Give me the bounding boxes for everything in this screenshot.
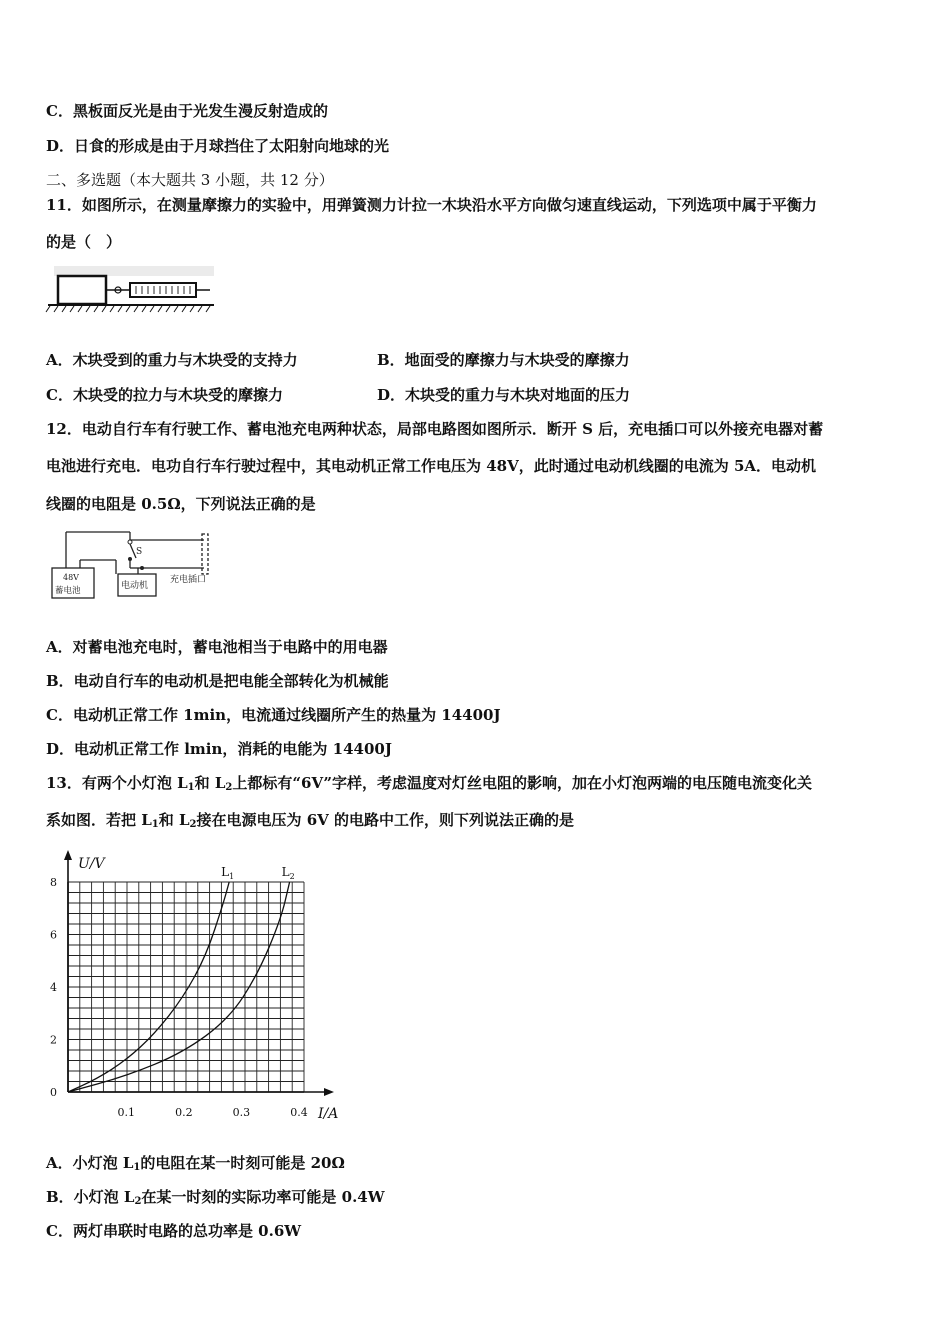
x-axis-arrow [324,1088,334,1096]
chart-xlabel: I/A [318,1106,339,1122]
q11-stem-line2: 的是（ ） [46,233,122,251]
curve-label-l1: $L_1$ [221,865,235,881]
q13-stem-line1: 13．有两个小灯泡 $L_1$和 $L_2$上都标有“6V”字样，考虑温度对灯丝电阻的影响，加在小灯泡两端的电压随电流变化关 [46,774,812,793]
x-tick-label: 0.4 [290,1106,308,1119]
q12-stem-line3: 线圈的电阻是 0.5Ω，下列说法正确的是 [46,495,316,513]
option-c-previous: C．黑板面反光是由于光发生漫反射造成的 [46,102,328,120]
y-tick-label: 8 [50,876,57,889]
q12-option-d[interactable]: D．电动机正常工作 lmin，消耗的电能为 14400J [46,740,392,758]
q12-port-label: 充电插口 [170,575,207,585]
q12-motor-label: 电动机 [121,581,149,591]
q11-option-c[interactable]: C．木块受的拉力与木块受的摩擦力 [46,386,283,404]
x-tick-label: 0.3 [232,1106,251,1119]
q12-option-a[interactable]: A．对蓄电池充电时，蓄电池相当于电路中的用电器 [46,638,388,656]
q13-option-c[interactable]: C．两灯串联时电路的总功率是 0.6W [46,1222,302,1240]
y-tick-label: 4 [50,981,57,994]
q11-option-a[interactable]: A．木块受到的重力与木块受的支持力 [46,351,298,369]
x-tick-label: 0.2 [175,1106,193,1119]
q12-battery-label: 蓄电池 [55,586,81,596]
chart-ylabel: U/V [78,856,105,872]
section-heading-multiple-choice: 二、多选题（本大题共 3 小题，共 12 分） [46,171,334,189]
y-tick-label: 6 [50,928,57,942]
q13-option-a[interactable]: A．小灯泡 $L_1$的电阻在某一时刻可能是 20Ω [46,1154,345,1173]
y-tick-label: 2 [50,1033,57,1047]
q12-option-b[interactable]: B．电动自行车的电动机是把电能全部转化为机械能 [46,672,389,690]
y-axis-arrow [64,850,72,860]
q12-switch-label: S [136,547,143,557]
chart-curves [68,865,295,1092]
q12-figure-circuit [46,524,226,606]
q13-ui-graph [40,848,350,1128]
y-tick-label: 0 [50,1086,57,1099]
q11-option-b[interactable]: B．地面受的摩擦力与木块受的摩擦力 [377,351,630,369]
chart-axes [64,850,334,1096]
q11-figure-spring-scale [44,262,216,316]
q13-option-b[interactable]: B．小灯泡 $L_2$在某一时刻的实际功率可能是 0.4W [46,1188,385,1207]
q12-option-c[interactable]: C．电动机正常工作 1min，电流通过线圈所产生的热量为 14400J [46,706,501,724]
q12-stem-line2: 电池进行充电．电功自行车行驶过程中，其电动机正常工作电压为 48V，此时通过电动机线圈的电流为 5A．电动机 [46,457,817,475]
x-tick-label: 0.1 [117,1106,136,1119]
q11-option-d[interactable]: D．木块受的重力与木块对地面的压力 [377,386,631,404]
curve-label-l2: $L_2$ [281,865,295,881]
q12-stem-line1: 12．电动自行车有行驶工作、蓄电池充电两种状态，局部电路图如图所示．断开 S 后，充电插口可以外接充电器对蓄 [46,420,824,438]
option-d-previous: D．日食的形成是由于月球挡住了太阳射向地球的光 [46,137,390,155]
chart-grid [68,882,304,1092]
q13-stem-line2: 系如图．若把 $L_1$和 $L_2$接在电源电压为 6V 的电路中工作，则下列说法正确的是 [46,811,575,830]
q12-battery-voltage: 48V [63,573,79,582]
q11-stem-line1: 11．如图所示，在测量摩擦力的实验中，用弹簧测力计拉一木块沿水平方向做匀速直线运动，下列选项中属于平衡力 [46,196,817,214]
